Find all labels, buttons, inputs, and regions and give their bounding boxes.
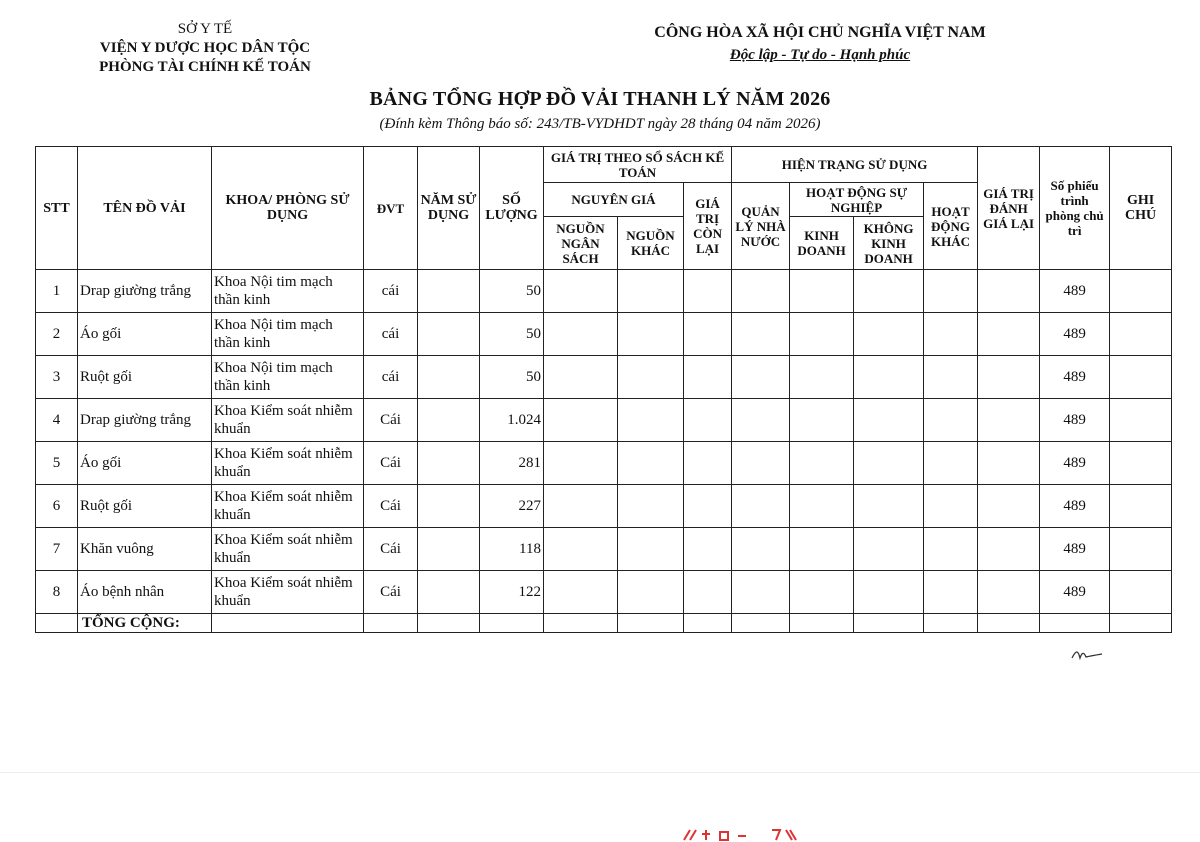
row-quantity: 50 — [480, 313, 544, 356]
row-department: Khoa Kiểm soát nhiễm khuẩn — [212, 528, 364, 571]
row-quantity: 122 — [480, 571, 544, 614]
row-item-name: Drap giường trắng — [78, 270, 212, 313]
row-state-management — [732, 399, 790, 442]
row-submission-number: 489 — [1040, 356, 1110, 399]
row-revalued-value — [978, 356, 1040, 399]
row-year-used — [418, 313, 480, 356]
row-revalued-value — [978, 399, 1040, 442]
row-budget-source — [544, 571, 618, 614]
row-non-business — [854, 313, 924, 356]
row-remaining-value — [684, 313, 732, 356]
row-business — [790, 313, 854, 356]
row-item-name: Áo bệnh nhân — [78, 571, 212, 614]
row-other-source — [618, 571, 684, 614]
row-year-used — [418, 528, 480, 571]
header-revalued-value: GIÁ TRỊ ĐÁNH GIÁ LẠI — [978, 147, 1040, 270]
row-other-source — [618, 528, 684, 571]
row-notes — [1110, 270, 1172, 313]
row-stt: 7 — [36, 528, 78, 571]
row-remaining-value — [684, 485, 732, 528]
row-item-name: Áo gối — [78, 313, 212, 356]
row-other-source — [618, 485, 684, 528]
header-year-used: NĂM SỬ DỤNG — [418, 147, 480, 270]
row-revalued-value — [978, 571, 1040, 614]
header-department: KHOA/ PHÒNG SỬ DỤNG — [212, 147, 364, 270]
table-row — [36, 528, 1172, 571]
table-row — [36, 399, 1172, 442]
row-year-used — [418, 442, 480, 485]
row-stt: 4 — [36, 399, 78, 442]
row-department: Khoa Kiểm soát nhiễm khuẩn — [212, 571, 364, 614]
row-budget-source — [544, 528, 618, 571]
national-motto: Độc lập - Tự do - Hạnh phúc — [729, 47, 911, 63]
row-revalued-value — [978, 528, 1040, 571]
row-unit: cái — [364, 270, 418, 313]
row-other-activity — [924, 571, 978, 614]
handwritten-initial-mark — [1068, 644, 1108, 664]
row-state-management — [732, 528, 790, 571]
header-remaining-value: GIÁ TRỊ CÒN LẠI — [684, 183, 732, 270]
row-quantity: 118 — [480, 528, 544, 571]
row-remaining-value — [684, 571, 732, 614]
row-state-management — [732, 270, 790, 313]
row-notes — [1110, 313, 1172, 356]
row-department: Khoa Nội tim mạch thần kinh — [212, 270, 364, 313]
row-submission-number: 489 — [1040, 528, 1110, 571]
total-label: TỔNG CỘNG: — [78, 614, 212, 633]
row-year-used — [418, 485, 480, 528]
row-budget-source — [544, 356, 618, 399]
row-other-activity — [924, 528, 978, 571]
row-item-name: Khăn vuông — [78, 528, 212, 571]
header-non-business: KHÔNG KINH DOANH — [854, 217, 924, 270]
row-remaining-value — [684, 399, 732, 442]
row-department: Khoa Nội tim mạch thần kinh — [212, 313, 364, 356]
row-non-business — [854, 485, 924, 528]
row-stt: 5 — [36, 442, 78, 485]
row-remaining-value — [684, 356, 732, 399]
country-name: CÔNG HÒA XÃ HỘI CHỦ NGHĨA VIỆT NAM — [654, 24, 986, 41]
row-year-used — [418, 270, 480, 313]
header-item-name: TÊN ĐỒ VẢI — [78, 147, 212, 270]
row-non-business — [854, 528, 924, 571]
row-non-business — [854, 442, 924, 485]
row-notes — [1110, 399, 1172, 442]
row-budget-source — [544, 485, 618, 528]
row-other-source — [618, 356, 684, 399]
row-remaining-value — [684, 528, 732, 571]
row-state-management — [732, 442, 790, 485]
ministry-name: SỞ Y TẾ — [177, 21, 233, 37]
row-department: Khoa Kiểm soát nhiễm khuẩn — [212, 442, 364, 485]
row-year-used — [418, 571, 480, 614]
row-unit: Cái — [364, 442, 418, 485]
table-row — [36, 571, 1172, 614]
row-business — [790, 528, 854, 571]
row-state-management — [732, 571, 790, 614]
row-non-business — [854, 571, 924, 614]
table-row — [36, 270, 1172, 313]
row-submission-number: 489 — [1040, 270, 1110, 313]
row-business — [790, 356, 854, 399]
row-stt: 6 — [36, 485, 78, 528]
row-remaining-value — [684, 442, 732, 485]
row-business — [790, 485, 854, 528]
row-quantity: 50 — [480, 270, 544, 313]
red-stamp-edge-mark — [680, 826, 830, 842]
row-other-source — [618, 442, 684, 485]
row-submission-number: 489 — [1040, 571, 1110, 614]
header-unit: ĐVT — [364, 147, 418, 270]
header-notes: GHI CHÚ — [1110, 147, 1172, 270]
table-row — [36, 485, 1172, 528]
header-other-activity: HOẠT ĐỘNG KHÁC — [924, 183, 978, 270]
header-submission-number: Số phiếu trình phòng chủ trì — [1040, 147, 1110, 270]
row-budget-source — [544, 270, 618, 313]
row-budget-source — [544, 313, 618, 356]
row-stt: 8 — [36, 571, 78, 614]
row-state-management — [732, 313, 790, 356]
table-row — [36, 442, 1172, 485]
row-quantity: 1.024 — [480, 399, 544, 442]
row-other-activity — [924, 442, 978, 485]
row-quantity: 227 — [480, 485, 544, 528]
total-stt-cell — [36, 614, 78, 633]
table-row — [36, 313, 1172, 356]
row-budget-source — [544, 399, 618, 442]
table-row — [36, 356, 1172, 399]
header-other-source: NGUỒN KHÁC — [618, 217, 684, 270]
document-title: BẢNG TỔNG HỢP ĐỒ VẢI THANH LÝ NĂM 2026 — [369, 88, 831, 110]
row-non-business — [854, 270, 924, 313]
row-year-used — [418, 356, 480, 399]
row-other-activity — [924, 356, 978, 399]
row-non-business — [854, 399, 924, 442]
row-business — [790, 571, 854, 614]
row-notes — [1110, 356, 1172, 399]
row-submission-number: 489 — [1040, 399, 1110, 442]
row-stt: 2 — [36, 313, 78, 356]
row-notes — [1110, 442, 1172, 485]
row-budget-source — [544, 442, 618, 485]
page-divider — [0, 772, 1200, 773]
row-notes — [1110, 528, 1172, 571]
row-unit: Cái — [364, 485, 418, 528]
row-item-name: Ruột gối — [78, 485, 212, 528]
issuing-agency-header — [40, 20, 370, 77]
row-department: Khoa Kiểm soát nhiễm khuẩn — [212, 485, 364, 528]
row-notes — [1110, 571, 1172, 614]
row-other-activity — [924, 485, 978, 528]
row-department: Khoa Nội tim mạch thần kinh — [212, 356, 364, 399]
header-original-cost: NGUYÊN GIÁ — [544, 183, 684, 217]
disposal-summary-table — [35, 146, 1172, 633]
department-name: PHÒNG TÀI CHÍNH KẾ TOÁN — [99, 59, 311, 75]
row-stt: 1 — [36, 270, 78, 313]
row-revalued-value — [978, 313, 1040, 356]
row-submission-number: 489 — [1040, 442, 1110, 485]
row-item-name: Drap giường trắng — [78, 399, 212, 442]
row-revalued-value — [978, 442, 1040, 485]
row-year-used — [418, 399, 480, 442]
row-unit: Cái — [364, 399, 418, 442]
header-state-management: QUẢN LÝ NHÀ NƯỚC — [732, 183, 790, 270]
row-business — [790, 270, 854, 313]
row-other-activity — [924, 399, 978, 442]
row-other-activity — [924, 313, 978, 356]
row-quantity: 50 — [480, 356, 544, 399]
row-business — [790, 442, 854, 485]
row-unit: Cái — [364, 571, 418, 614]
row-stt: 3 — [36, 356, 78, 399]
row-notes — [1110, 485, 1172, 528]
row-unit: cái — [364, 313, 418, 356]
header-public-service-activity: HOẠT ĐỘNG SỰ NGHIỆP — [790, 183, 924, 217]
row-other-source — [618, 399, 684, 442]
row-quantity: 281 — [480, 442, 544, 485]
row-other-source — [618, 313, 684, 356]
national-header — [615, 22, 1025, 66]
header-budget-source: NGUỒN NGÂN SÁCH — [544, 217, 618, 270]
row-state-management — [732, 485, 790, 528]
row-submission-number: 489 — [1040, 313, 1110, 356]
row-remaining-value — [684, 270, 732, 313]
header-stt: STT — [36, 147, 78, 270]
header-usage-status-group: HIỆN TRẠNG SỬ DỤNG — [732, 147, 978, 183]
header-business: KINH DOANH — [790, 217, 854, 270]
row-item-name: Ruột gối — [78, 356, 212, 399]
header-quantity: SỐ LƯỢNG — [480, 147, 544, 270]
row-revalued-value — [978, 485, 1040, 528]
row-other-source — [618, 270, 684, 313]
row-unit: cái — [364, 356, 418, 399]
row-item-name: Áo gối — [78, 442, 212, 485]
row-department: Khoa Kiểm soát nhiễm khuẩn — [212, 399, 364, 442]
institute-name: VIỆN Y DƯỢC HỌC DÂN TỘC — [99, 40, 311, 56]
header-book-value-group: GIÁ TRỊ THEO SỔ SÁCH KẾ TOÁN — [544, 147, 732, 183]
row-non-business — [854, 356, 924, 399]
row-business — [790, 399, 854, 442]
row-revalued-value — [978, 270, 1040, 313]
total-row — [36, 614, 1172, 633]
row-unit: Cái — [364, 528, 418, 571]
document-subtitle: (Đính kèm Thông báo số: 243/TB-VYDHDT ngày 28 tháng 04 năm 2026) — [379, 116, 821, 132]
row-other-activity — [924, 270, 978, 313]
row-state-management — [732, 356, 790, 399]
row-submission-number: 489 — [1040, 485, 1110, 528]
